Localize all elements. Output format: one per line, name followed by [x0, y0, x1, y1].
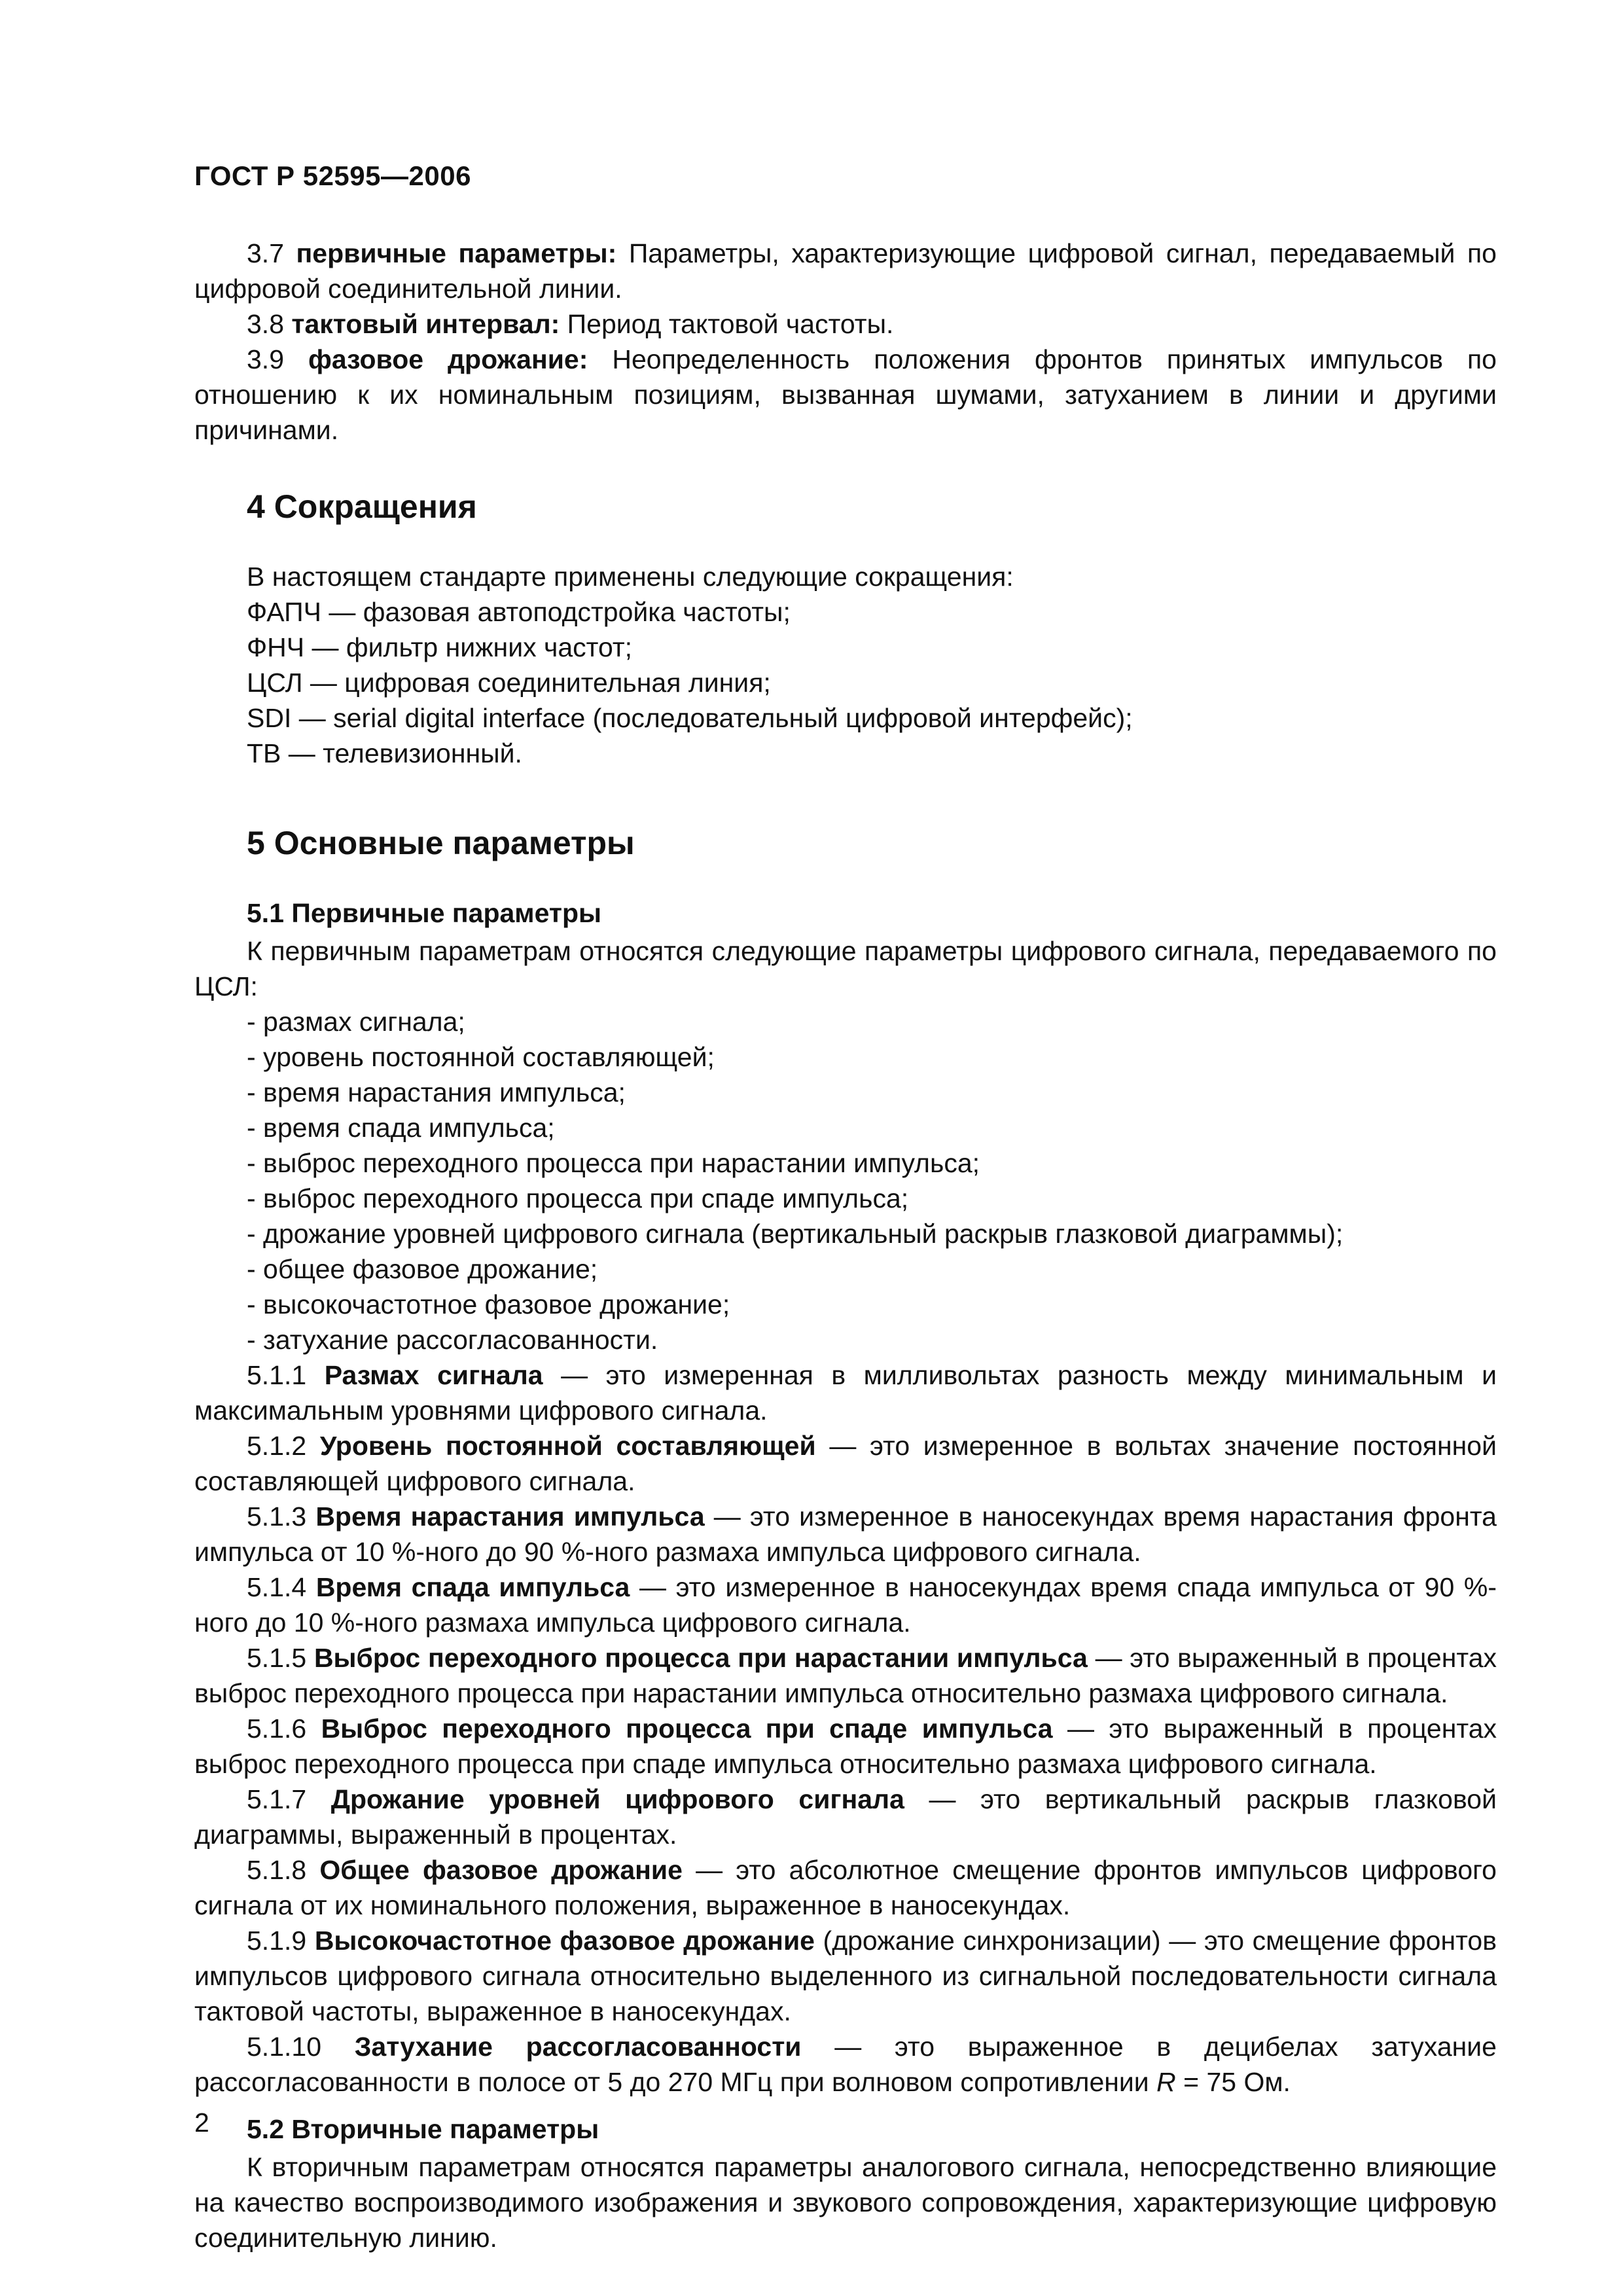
document-header: ГОСТ Р 52595—2006: [194, 160, 471, 191]
definition-number: 5.1.3: [247, 1501, 307, 1532]
definition-text: — это выраженный в процентах выброс переходного процесса при нарастании импульса относительно размаха цифрового сигнала.: [194, 1643, 1497, 1708]
term-definition: Неопределенность положения фронтов принятых импульсов по отношению к их номинальным позициям, вызванная шумами, затуханием в линии и другими причинами.: [194, 344, 1497, 445]
definition-text: (дрожание синхронизации) — это смещение фронтов импульсов цифрового сигнала относительно выделенного из сигнальной последовательности сигнала тактовой частоты, выраженное в наносекундах.: [194, 1926, 1497, 2026]
list-item: - выброс переходного процесса при нарастании импульса;: [247, 1148, 980, 1178]
definition-term: Дрожание уровней цифрового сигнала: [330, 1784, 904, 1814]
definition-text: — это выраженный в процентах выброс переходного процесса при спаде импульса относительно размаха цифрового сигнала.: [194, 1713, 1497, 1779]
term-3-9: [194, 342, 1497, 448]
term-definition: Параметры, характеризующие цифровой сигнал, передаваемый по цифровой соединительной линии.: [194, 238, 1497, 304]
list-item: - время нарастания импульса;: [247, 1077, 626, 1107]
term-definition: Период тактовой частоты.: [560, 309, 894, 339]
abbreviation-item: ФАПЧ — фазовая автоподстройка частоты;: [247, 597, 791, 627]
term-3-7: [194, 236, 1497, 306]
definition-number: 5.1.10: [247, 2032, 321, 2062]
definition-term: Выброс переходного процесса при спаде импульса: [321, 1713, 1053, 1744]
definition-text: — это измеренное в наносекундах время нарастания фронта импульса от 10 %-ного до 90 %-ного размаха импульса цифрового сигнала.: [194, 1501, 1497, 1567]
term-name: первичные параметры:: [296, 238, 617, 268]
section-5-heading: 5 Основные параметры: [247, 825, 635, 861]
list-item: - дрожание уровней цифрового сигнала (вертикальный раскрыв глазковой диаграммы);: [247, 1219, 1344, 1249]
definition-text: = 75 Ом.: [1175, 2067, 1291, 2097]
definition-text: — это измеренная в милливольтах разность между минимальным и максимальным уровнями цифрового сигнала.: [194, 1360, 1497, 1426]
abbreviation-item: ТВ — телевизионный.: [247, 738, 522, 768]
definition-term: Время спада импульса: [315, 1572, 630, 1602]
definition-5-1-10: [194, 2029, 1497, 2100]
subsection-5-2-heading: 5.2 Вторичные параметры: [247, 2114, 599, 2144]
definition-text: — это измеренное в наносекундах время спада импульса от 90 %-ного до 10 %-ного размаха импульса цифрового сигнала.: [194, 1572, 1497, 1638]
sec5-2-text: К вторичным параметрам относятся параметры аналогового сигнала, непосредственно влияющие на качество воспроизводимого изображения и звукового сопровождения, характеризующие цифровую соединительную линию.: [194, 2152, 1497, 2253]
abbreviation-item: ЦСЛ — цифровая соединительная линия;: [247, 668, 771, 698]
sec5-1-intro: К первичным параметрам относятся следующие параметры цифрового сигнала, передаваемого по ЦСЛ:: [194, 936, 1497, 1001]
definition-term: Размах сигнала: [324, 1360, 543, 1390]
list-item: - размах сигнала;: [247, 1007, 465, 1037]
term-name: тактовый интервал:: [291, 309, 560, 339]
definition-5-1-1: [194, 1357, 1497, 1428]
list-item: - выброс переходного процесса при спаде импульса;: [247, 1183, 909, 1213]
definition-term: Общее фазовое дрожание: [319, 1855, 683, 1885]
abbreviation-item: SDI — serial digital interface (последовательный цифровой интерфейс);: [247, 703, 1133, 733]
list-item: - затухание рассогласованности.: [247, 1325, 658, 1355]
list-item: - время спада импульса;: [247, 1113, 555, 1143]
term-name: фазовое дрожание:: [308, 344, 588, 374]
definition-text: — это абсолютное смещение фронтов импульсов цифрового сигнала от их номинального положения, выраженное в наносекундах.: [194, 1855, 1497, 1920]
definition-5-1-4: [194, 1570, 1497, 1640]
definition-5-1-5: [194, 1640, 1497, 1711]
subsection-5-1-heading: 5.1 Первичные параметры: [247, 898, 602, 928]
definition-5-1-6: [194, 1711, 1497, 1782]
list-item: - уровень постоянной составляющей;: [247, 1042, 715, 1072]
term-number: 3.7: [247, 238, 284, 268]
definition-number: 5.1.4: [247, 1572, 307, 1602]
definition-text: — это измеренное в вольтах значение постоянной составляющей цифрового сигнала.: [194, 1431, 1497, 1496]
definition-number: 5.1.7: [247, 1784, 307, 1814]
definition-number: 5.1.2: [247, 1431, 307, 1461]
page-number: 2: [194, 2108, 209, 2138]
term-number: 3.9: [247, 344, 284, 374]
definition-term: Затухание рассогласованности: [354, 2032, 802, 2062]
definition-5-1-2: [194, 1428, 1497, 1499]
definition-number: 5.1.5: [247, 1643, 307, 1673]
sec4-intro: В настоящем стандарте применены следующие сокращения:: [247, 562, 1014, 592]
abbreviation-item: ФНЧ — фильтр нижних частот;: [247, 632, 633, 662]
definition-number: 5.1.8: [247, 1855, 307, 1885]
term-3-8: [194, 306, 1497, 342]
definition-number: 5.1.1: [247, 1360, 307, 1390]
document-body: [194, 236, 1497, 2255]
list-item: - общее фазовое дрожание;: [247, 1254, 598, 1284]
definition-5-1-9: [194, 1923, 1497, 2029]
definition-5-1-8: [194, 1852, 1497, 1923]
list-item: - высокочастотное фазовое дрожание;: [247, 1289, 730, 1319]
definition-term: Высокочастотное фазовое дрожание: [314, 1926, 815, 1956]
section-4-heading: 4 Сокращения: [247, 488, 477, 525]
definition-5-1-3: [194, 1499, 1497, 1570]
definition-number: 5.1.6: [247, 1713, 307, 1744]
definition-term: Выброс переходного процесса при нарастании импульса: [313, 1643, 1088, 1673]
definition-5-1-7: [194, 1782, 1497, 1852]
definition-text: — это выраженное в децибелах затухание рассогласованности в полосе от 5 до 270 МГц при волновом сопротивлении: [194, 2032, 1497, 2097]
resistance-variable: R: [1156, 2067, 1176, 2097]
definition-term: Время нарастания импульса: [315, 1501, 705, 1532]
definition-term: Уровень постоянной составляющей: [319, 1431, 816, 1461]
definition-number: 5.1.9: [247, 1926, 307, 1956]
term-number: 3.8: [247, 309, 284, 339]
definition-text: — это вертикальный раскрыв глазковой диаграммы, выраженный в процентах.: [194, 1784, 1497, 1850]
